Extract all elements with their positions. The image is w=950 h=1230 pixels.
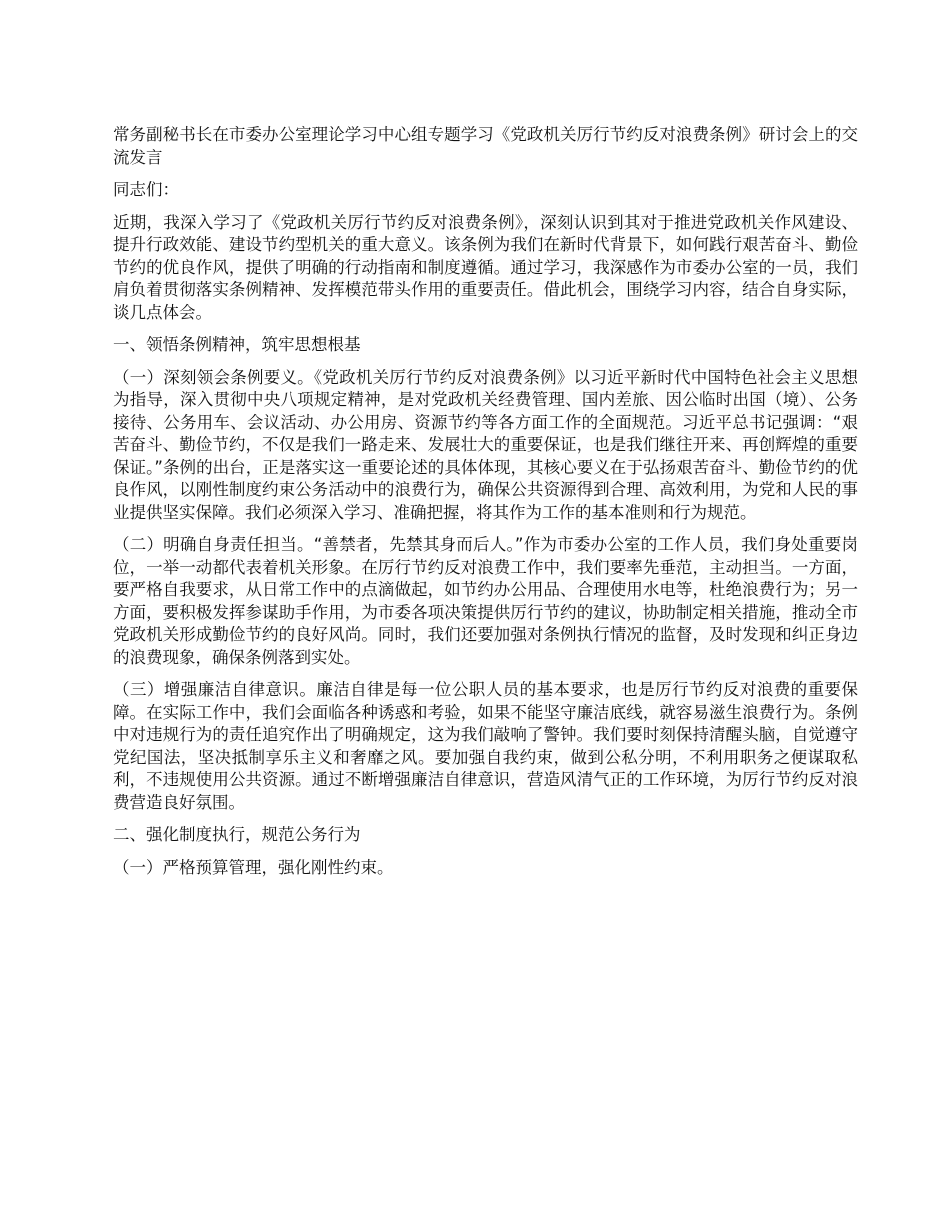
- paragraph-1-1: （一）深刻领会条例要义。《党政机关厉行节约反对浪费条例》以习近平新时代中国特色社会主义思想为指导，深入贯彻中央八项规定精神，是对党政机关经费管理、国内差旅、因公临时出国（境）、公务接待、公务用车、会议活动、办公用房、资源节约等各方面工作的全面规范。习近平总书记强调：“艰苦奋斗、勤俭节约，不仅是我们一路走来、发展壮大的重要保证，也是我们继往开来、再创辉煌的重要保证。”条例的出台，正是落实这一重要论述的具体体现，其核心要义在于弘扬艰苦奋斗、勤俭节约的优良作风，以刚性制度约束公务活动中的浪费行为，确保公共资源得到合理、高效利用，为党和人民的事业提供坚实保障。我们必须深入学习、准确把握，将其作为工作的基本准则和行为规范。: [113, 367, 858, 522]
- salutation: 同志们：: [113, 180, 179, 199]
- paragraph-1-3: （三）增强廉洁自律意识。廉洁自律是每一位公职人员的基本要求，也是厉行节约反对浪费的重要保障。在实际工作中，我们会面临各种诱惑和考验，如果不能坚守廉洁底线，就容易滋生浪费行为。条例中对违规行为的责任追究作出了明确规定，这为我们敲响了警钟。我们要时刻保持清醒头脑，自觉遵守党纪国法，坚决抵制享乐主义和奢靡之风。要加强自我约束，做到公私分明，不利用职务之便谋取私利，不违规使用公共资源。通过不断增强廉洁自律意识，营造风清气正的工作环境，为厉行节约反对浪费营造良好氛围。: [113, 680, 858, 812]
- section-heading-1: 一、领悟条例精神，筑牢思想根基: [113, 335, 361, 354]
- document-body: [113, 124, 858, 889]
- paragraph-intro: 近期，我深入学习了《党政机关厉行节约反对浪费条例》，深刻认识到其对于推进党政机关作风建设、提升行政效能、建设节约型机关的重大意义。该条例为我们在新时代背景下，如何践行艰苦奋斗、勤俭节约的优良作风，提供了明确的行动指南和制度遵循。通过学习，我深感作为市委办公室的一员，我们肩负着贯彻落实条例精神、发挥模范带头作用的重要责任。借此机会，围绕学习内容，结合自身实际，谈几点体会。: [113, 212, 858, 322]
- paragraph-1-2: （二）明确自身责任担当。“善禁者，先禁其身而后人。”作为市委办公室的工作人员，我们身处重要岗位，一举一动都代表着机关形象。在厉行节约反对浪费工作中，我们要率先垂范，主动担当。一方面，要严格自我要求，从日常工作中的点滴做起，如节约办公用品、合理使用水电等，杜绝浪费行为；另一方面，要积极发挥参谋助手作用，为市委各项决策提供厉行节约的建议，协助制定相关措施，推动全市党政机关形成勤俭节约的良好风尚。同时，我们还要加强对条例执行情况的监督，及时发现和纠正身边的浪费现象，确保条例落到实处。: [113, 535, 858, 667]
- section-heading-2: 二、强化制度执行，规范公务行为: [113, 825, 361, 844]
- document-title: 常务副秘书长在市委办公室理论学习中心组专题学习《党政机关厉行节约反对浪费条例》研讨会上的交流发言: [113, 125, 858, 167]
- paragraph-2-1: （一）严格预算管理，强化刚性约束。: [113, 857, 394, 877]
